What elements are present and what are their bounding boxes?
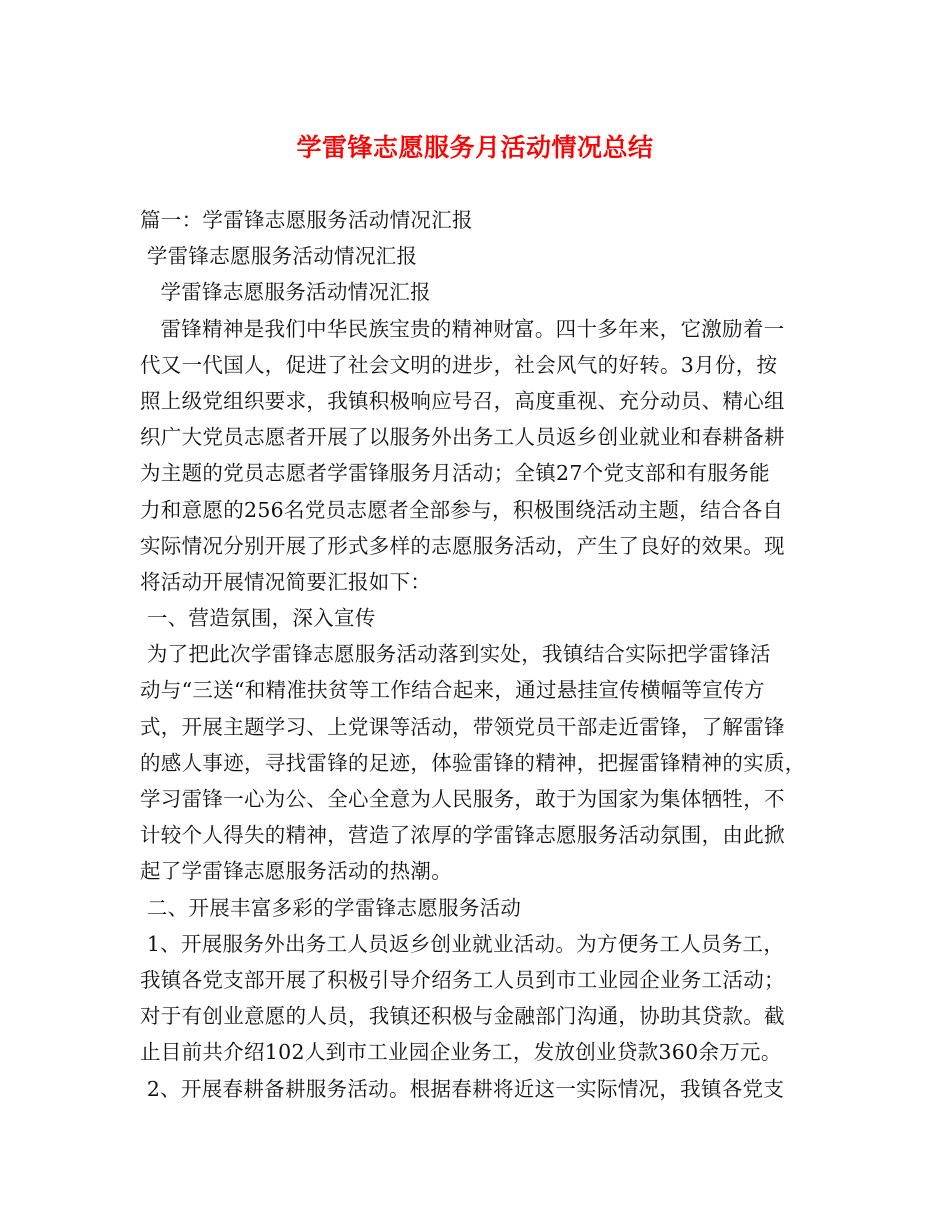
subheading-report: 学雷锋志愿服务活动情况汇报 [140,244,418,269]
paragraph-line: 式，开展主题学习、上党课等活动，带领党员干部走近雷锋，了解雷锋 [140,714,785,739]
paragraph-line: 力和意愿的256名党员志愿者全部参与，积极围绕活动主题，结合各自 [140,497,784,522]
document-title: 学雷锋志愿服务月活动情况总结 [296,133,654,162]
paragraph-line: 将活动开展情况简要汇报如下： [140,569,432,594]
paragraph-line: 我镇各党支部开展了积极引导介绍务工人员到市工业园企业务工活动； [140,967,785,992]
paragraph-line: 照上级党组织要求，我镇积极响应号召，高度重视、充分动员、精心组 [140,388,785,413]
document-body [140,202,830,1107]
paragraph-line: 为了把此次学雷锋志愿服务活动落到实处，我镇结合实际把学雷锋活 [140,642,771,667]
paragraph-line: 起了学雷锋志愿服务活动的热潮。 [140,859,452,884]
paragraph-line: 代又一代国人，促进了社会文明的进步，社会风气的好转。3月份，按 [140,352,778,377]
paragraph-line: 1、开展服务外出务工人员返乡创业就业活动。为方便务工人员务工， [140,931,785,956]
section-heading-one: 一、营造氛围，深入宣传 [140,606,376,631]
paragraph-line: 对于有创业意愿的人员，我镇还积极与金融部门沟通，协助其贷款。截 [140,1004,785,1029]
section-heading-two: 二、开展丰富多彩的学雷锋志愿服务活动 [140,895,522,920]
paragraph-line: 雷锋精神是我们中华民族宝贵的精神财富。四十多年来，它激励着一 [140,316,785,341]
paragraph-line: 织广大党员志愿者开展了以服务外出务工人员返乡创业就业和春耕备耕 [140,425,785,450]
paragraph-line: 学习雷锋一心为公、全心全意为人民服务，敢于为国家为集体牺牲，不 [140,787,785,811]
paragraph-line: 计较个人得失的精神，营造了浓厚的学雷锋志愿服务活动氛围，由此掀 [140,823,785,848]
paragraph-line: 2、开展春耕备耕服务活动。根据春耕将近这一实际情况，我镇各党支 [140,1076,785,1101]
paragraph-line: 为主题的党员志愿者学雷锋服务月活动；全镇27个党支部和有服务能 [140,461,770,486]
paragraph-line: 动与“三送“和精准扶贫等工作结合起来，通过悬挂宣传横幅等宣传方 [140,678,765,703]
paragraph-line: 实际情况分别开展了形式多样的志愿服务活动，产生了良好的效果。现 [140,533,785,558]
paragraph-line: 的感人事迹，寻找雷锋的足迹，体验雷锋的精神，把握雷锋精神的实质， [140,750,806,775]
heading-article-one: 篇一：学雷锋志愿服务活动情况汇报 [140,208,473,232]
subheading-report-repeat: 学雷锋志愿服务活动情况汇报 [140,280,431,305]
paragraph-line: 止目前共介绍102人到市工业园企业务工，发放创业贷款360余万元。 [140,1040,782,1065]
